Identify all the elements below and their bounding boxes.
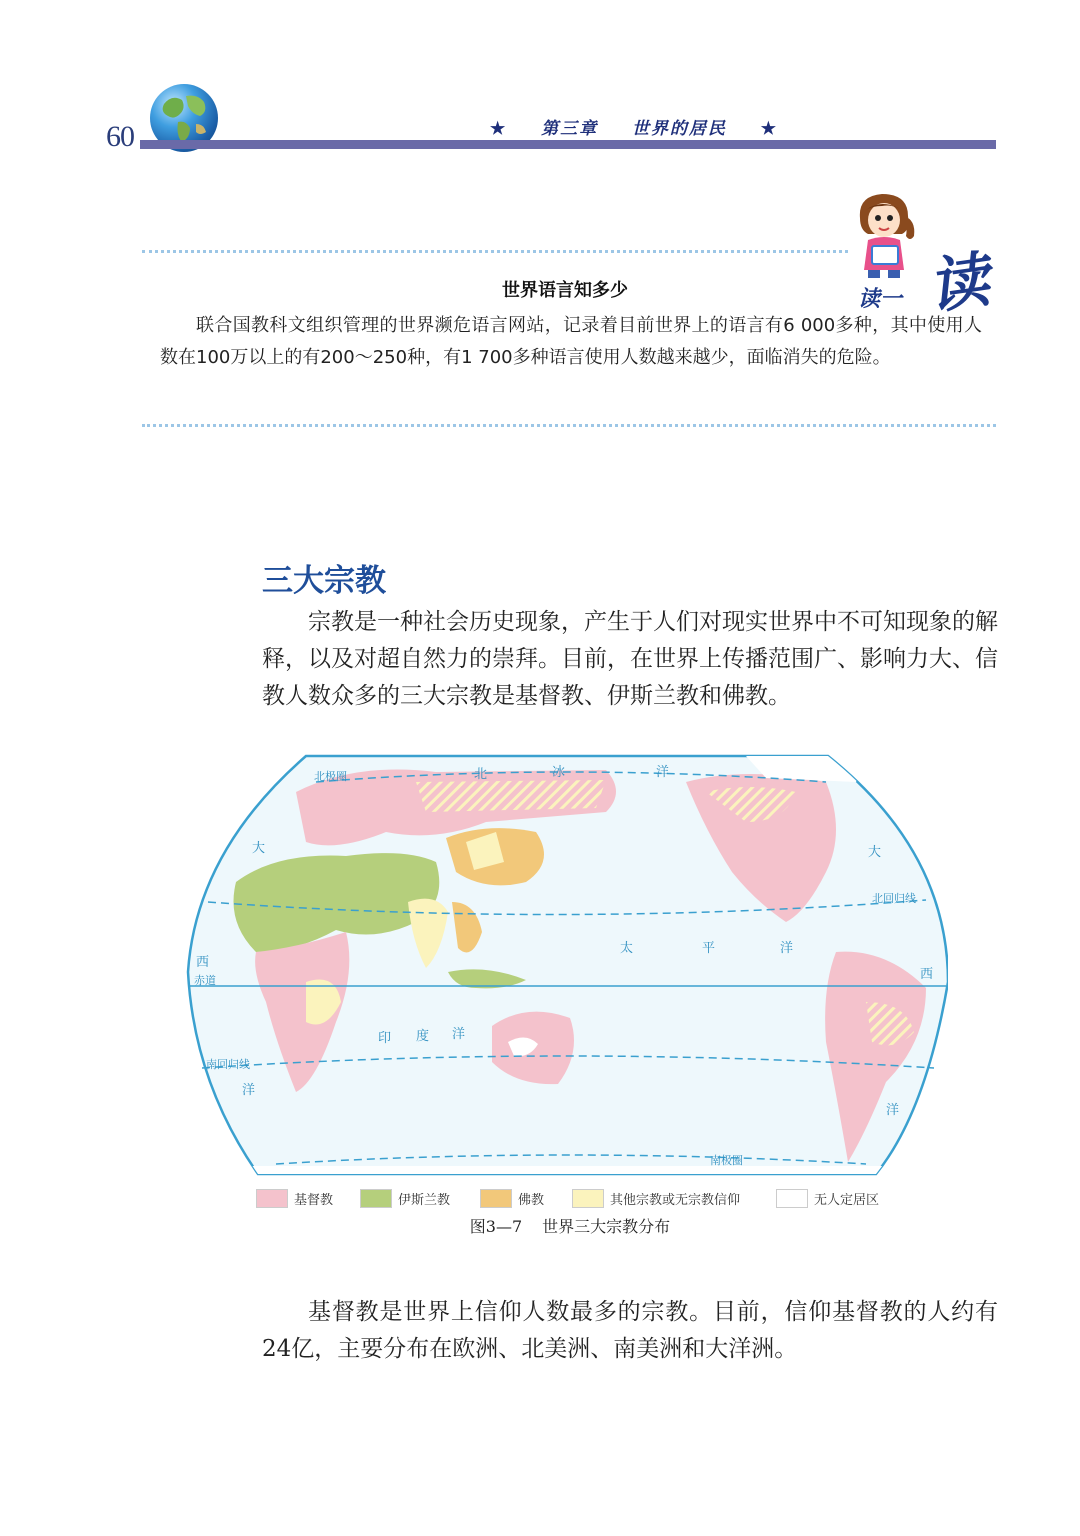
star-icon: ★	[490, 119, 508, 139]
reading-girl-icon	[852, 190, 918, 282]
equator-label: 赤道	[194, 974, 216, 987]
arctic-circle-label: 北极圈	[314, 770, 347, 783]
legend-item-buddhism	[480, 1188, 544, 1208]
figure-caption	[0, 1214, 1080, 1237]
pacific-ocean-label-3: 洋	[780, 941, 794, 956]
atlantic-west-label-2: 西	[196, 955, 210, 970]
atlantic-east-label-1: 大	[868, 845, 882, 860]
section-paragraph-1: 宗教是一种社会历史现象，产生于人们对现实世界中不可知现象的解释，以及对超自然力的崇拜。目前，在世界上传播范围广、影响力大、信教人数众多的三大宗教是基督教、伊斯兰教和佛教。	[262, 609, 998, 709]
legend-swatch	[776, 1189, 808, 1208]
star-icon: ★	[760, 119, 779, 139]
read-badge-small: 读一	[858, 286, 903, 312]
map-legend	[256, 1188, 956, 1210]
arctic-ocean-label-1: 北	[474, 767, 488, 782]
reading-text: 联合国教科文组织管理的世界濒危语言网站，记录着目前世界上的语言有6 000多种，其中使用人数在100万以上的有200～250种，有1 700多种语言使用人数越来越少，面临消失的危险。	[160, 315, 982, 368]
chapter-title	[490, 114, 778, 139]
arctic-ocean-label-2: 冰	[552, 765, 566, 780]
dotted-divider-bottom	[142, 424, 996, 427]
tropic-capricorn-label: 南回归线	[206, 1058, 250, 1071]
legend-label: 无人定居区	[814, 1192, 880, 1208]
legend-item-other	[572, 1188, 740, 1208]
atlantic-west-label-1: 大	[252, 841, 266, 856]
section-title: 三大宗教	[262, 563, 386, 599]
section-paragraph-2: 基督教是世界上信仰人数最多的宗教。目前，信仰基督教的人约有24亿，主要分布在欧洲、北美洲、南美洲和大洋洲。	[262, 1299, 998, 1362]
tropic-cancer-label: 北回归线	[872, 892, 916, 905]
atlantic-west-label-3: 洋	[242, 1083, 256, 1098]
figure-title: 世界三大宗教分布	[542, 1217, 671, 1236]
indian-ocean-label-1: 印	[378, 1031, 392, 1046]
atlantic-east-label-2: 西	[920, 967, 934, 982]
legend-label: 佛教	[518, 1192, 545, 1208]
arctic-ocean-label-3: 洋	[656, 765, 670, 780]
legend-item-islam	[360, 1188, 450, 1208]
legend-item-uninhabited	[776, 1188, 879, 1208]
legend-swatch	[572, 1189, 604, 1208]
world-religion-map	[186, 752, 948, 1178]
reading-title: 世界语言知多少	[502, 280, 628, 301]
pacific-ocean-label-1: 太	[620, 941, 634, 956]
chapter-number: 第三章	[541, 119, 599, 139]
atlantic-east-label-3: 洋	[886, 1103, 900, 1118]
chapter-name: 世界的居民	[631, 119, 727, 139]
legend-swatch	[256, 1189, 288, 1208]
legend-swatch	[360, 1189, 392, 1208]
legend-swatch	[480, 1189, 512, 1208]
indian-ocean-label-3: 洋	[452, 1027, 466, 1042]
russia-hatched-region	[416, 780, 606, 812]
antarctica-region	[186, 1166, 948, 1178]
pacific-ocean-label-2: 平	[702, 941, 716, 956]
figure-number: 图3—7	[469, 1217, 523, 1236]
legend-label: 其他宗教或无宗教信仰	[610, 1192, 741, 1208]
map-svg	[186, 752, 948, 1178]
antarctic-circle-label: 南极圈	[710, 1154, 743, 1167]
dotted-divider-top	[142, 250, 848, 253]
header-bar	[140, 140, 996, 149]
legend-item-christianity	[256, 1188, 333, 1208]
legend-label: 基督教	[294, 1192, 334, 1208]
page-number: 60	[106, 120, 134, 153]
indian-ocean-label-2: 度	[416, 1029, 430, 1044]
legend-label: 伊斯兰教	[398, 1192, 451, 1208]
read-badge-big: 读	[924, 245, 994, 323]
